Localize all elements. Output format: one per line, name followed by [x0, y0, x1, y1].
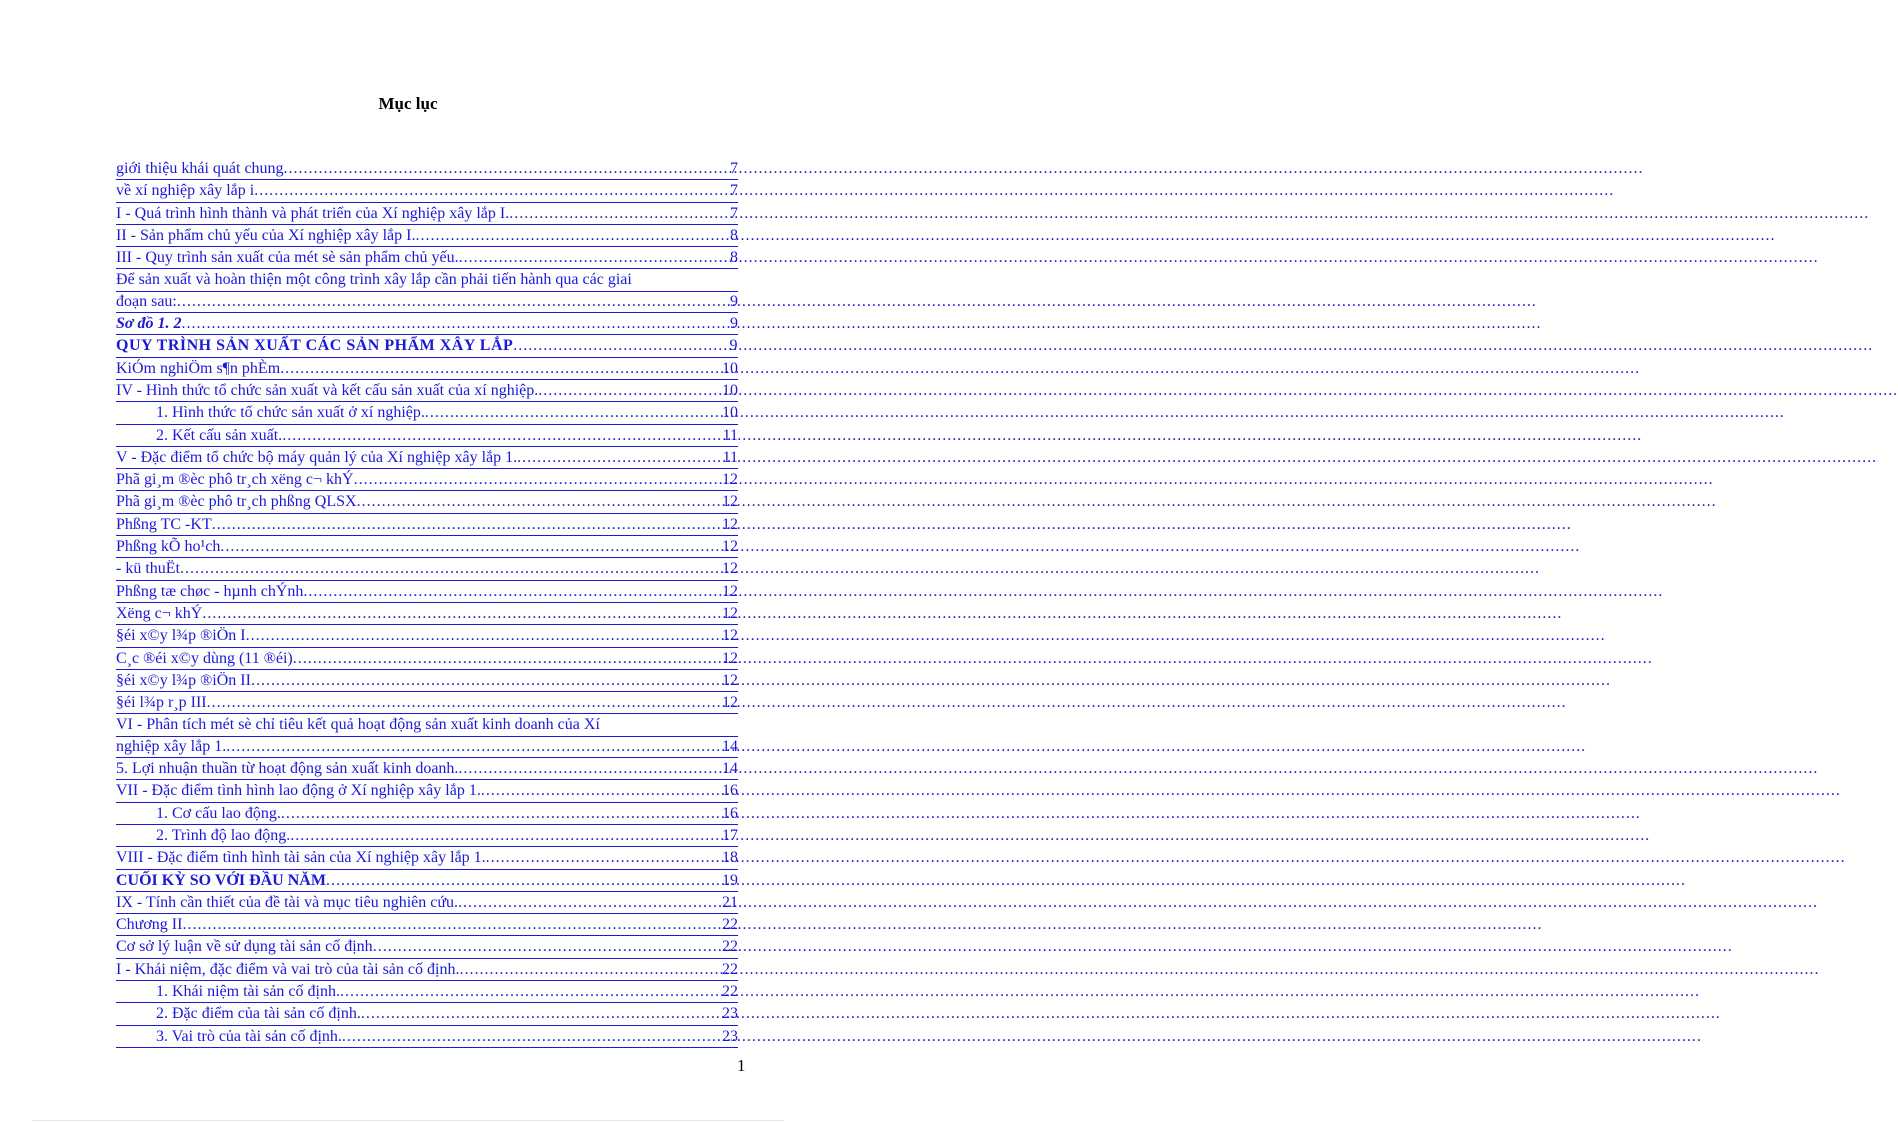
toc-entry-page: 7: [730, 160, 738, 177]
toc-entry-page: 22: [722, 938, 738, 956]
dot-leader: [342, 1026, 721, 1047]
toc-entry-text: 2. Đặc điểm của tài sản cố định.: [156, 1005, 361, 1023]
toc-entry-text: về xí nghiệp xây lắp i: [116, 182, 255, 200]
toc-entry[interactable]: [116, 380, 738, 402]
toc-entry-text: Phßng tæ chøc - hµnh chÝnh: [116, 582, 304, 600]
dot-leader: [220, 536, 721, 557]
toc-entry[interactable]: [116, 491, 738, 513]
toc-entry[interactable]: [116, 158, 738, 180]
dot-leader: [357, 491, 721, 512]
toc-entry-page: 22: [722, 982, 738, 1000]
toc-entry-text: 2. Kết cấu sản xuất.: [156, 426, 283, 444]
toc-entry-page: 10: [722, 404, 738, 422]
toc-entry-page: 17: [722, 826, 738, 844]
dot-leader: [280, 358, 721, 379]
toc-entry-page: 9: [729, 337, 738, 355]
dot-leader: [293, 648, 721, 669]
toc-entry[interactable]: [116, 425, 738, 447]
toc-entry-text: V - Đặc điểm tổ chức bộ máy quản lý của Xí nghiệp xây lắp 1.: [116, 448, 518, 466]
toc-entry-text: Phã gi¸m ®èc phô tr¸ch xëng c¬ khÝ: [116, 471, 354, 489]
toc-entry[interactable]: [116, 648, 738, 670]
toc-entry-page: 23: [722, 1027, 738, 1045]
toc-entry-text: Chương II: [116, 916, 183, 934]
dot-leader: [458, 758, 721, 779]
toc-entry[interactable]: [116, 581, 738, 603]
toc-entry-page: 14: [722, 760, 738, 778]
toc-entry[interactable]: [116, 1003, 738, 1025]
dot-leader: [180, 558, 721, 579]
toc-entry-page: 18: [722, 849, 738, 867]
toc-entry-page: 22: [722, 960, 738, 978]
toc-entry-page: 9: [730, 315, 738, 333]
toc-entry-page: 10: [722, 359, 738, 377]
toc-entry[interactable]: [116, 892, 738, 914]
toc-entry[interactable]: [116, 603, 738, 625]
toc-entry-page: 16: [722, 804, 738, 822]
toc-entry-page: 12: [722, 471, 738, 489]
toc-entry-page: 12: [722, 604, 738, 622]
toc-entry-text: §éi x©y l¾p ®iÖn II: [116, 671, 251, 689]
toc-entry-page: 21: [722, 893, 738, 911]
toc-entry-text: 1. Cơ cấu lao động.: [156, 804, 281, 822]
toc-entry[interactable]: [116, 269, 738, 313]
toc-entry[interactable]: [116, 558, 738, 580]
page-number: 1: [737, 1056, 746, 1075]
page-title: Mục lục: [378, 94, 438, 113]
toc-entry-page: 9: [730, 292, 738, 310]
toc-entry[interactable]: [116, 714, 738, 758]
toc-entry-page: 12: [722, 560, 738, 578]
toc-entry[interactable]: [116, 670, 738, 692]
toc-entry[interactable]: [116, 358, 738, 380]
toc-entry-text: III - Quy trình sản xuất của mét sè sản phẩm chủ yếu.: [116, 249, 459, 267]
toc-entry-text: CUỐI KỲ SO VỚI ĐẦU NĂM: [116, 871, 326, 889]
dot-leader: [415, 225, 729, 246]
dot-leader: [226, 736, 721, 757]
toc-entry-text: QUY TRÌNH SẢN XUẤT CÁC SẢN PHẨM XÂY LẮP: [116, 337, 514, 355]
toc-entry-text: Cơ sở lý luận về sử dụng tài sản cố định: [116, 938, 373, 956]
toc-entry-page: 11: [722, 426, 738, 444]
toc-entry-page: 8: [730, 249, 738, 267]
dot-leader: [509, 203, 729, 224]
toc-entry-text: Xëng c¬ khÝ: [116, 604, 203, 622]
toc-entry-text: 5. Lợi nhuận thuần từ hoạt động sản xuất kinh doanh.: [116, 760, 459, 778]
toc-entry[interactable]: [116, 469, 738, 491]
toc-entry-text: Phßng TC -KT: [116, 515, 212, 533]
toc-entry[interactable]: [116, 1026, 738, 1048]
dot-leader: [177, 291, 729, 312]
toc-entry[interactable]: [116, 780, 738, 802]
dot-leader: [425, 402, 721, 423]
toc-entry-text: Phã gi¸m ®èc phô tr¸ch phßng QLSX: [116, 493, 357, 511]
toc-entry[interactable]: [116, 203, 738, 225]
toc-entry[interactable]: [116, 225, 738, 247]
toc-entry[interactable]: [116, 803, 738, 825]
toc-entry-text: II - Sản phẩm chủ yếu của Xí nghiệp xây lắp I.: [116, 226, 416, 244]
toc-entry-text: Để sản xuất và hoàn thiện một công trình xây lắp cần phải tiến hành qua các giai: [116, 269, 738, 291]
toc-entry-text: KiÓm nghiÖm s¶n phÈm: [116, 359, 281, 377]
toc-entry-text: IX - Tính cần thiết của đề tài và mục tiêu nghiên cứu.: [116, 893, 459, 911]
toc-entry-page: 11: [722, 448, 738, 466]
toc-entry[interactable]: [116, 514, 738, 536]
dot-leader: [517, 447, 721, 468]
dot-leader: [282, 425, 721, 446]
dot-leader: [481, 780, 721, 801]
dot-leader: [303, 581, 721, 602]
toc-entry-text: 1. Hình thức tổ chức sản xuất ở xí nghiệp.: [156, 404, 425, 422]
page-bottom-divider: [32, 1120, 784, 1121]
dot-leader: [361, 1003, 721, 1024]
toc-entry-page: 12: [722, 538, 738, 556]
toc-entry[interactable]: [116, 335, 738, 357]
toc-entry[interactable]: [116, 936, 738, 958]
table-of-contents: [116, 158, 738, 1048]
toc-entry-text: 1. Khái niệm tài sản cố định.: [156, 982, 340, 1000]
dot-leader: [459, 247, 729, 268]
toc-entry-page: 12: [722, 694, 738, 712]
dot-leader: [202, 603, 721, 624]
toc-entry-text: VII - Đặc điểm tình hình lao động ở Xí nghiệp xây lắp 1.: [116, 782, 481, 800]
toc-entry-text: IV - Hình thức tổ chức sản xuất và kết cấu sản xuất của xí nghiệp.: [116, 381, 539, 399]
toc-entry[interactable]: [116, 692, 738, 714]
toc-entry-text: giới thiệu khái quát chung: [116, 160, 284, 177]
toc-entry[interactable]: [116, 447, 738, 469]
toc-entry[interactable]: [116, 247, 738, 269]
dot-leader: [181, 313, 729, 334]
dot-leader: [284, 158, 729, 179]
toc-entry-text: Phßng kÕ ho¹ch: [116, 538, 221, 556]
toc-entry[interactable]: [116, 914, 738, 936]
dot-leader: [459, 959, 721, 980]
toc-entry-text: I - Quá trình hình thành và phát triển của Xí nghiệp xây lắp I.: [116, 204, 510, 222]
dot-leader: [458, 892, 721, 913]
toc-entry-page: 19: [722, 871, 738, 889]
dot-leader: [281, 803, 721, 824]
toc-entry-page: 12: [722, 493, 738, 511]
toc-entry-text: §éi l¾p r¸p III: [116, 694, 207, 712]
toc-entry-page: 10: [722, 381, 738, 399]
toc-entry[interactable]: [116, 536, 738, 558]
toc-entry-page: 16: [722, 782, 738, 800]
dot-leader: [246, 625, 721, 646]
toc-entry-page: 7: [730, 182, 738, 200]
dot-leader: [207, 692, 721, 713]
toc-entry-text-continued: đoạn sau:: [116, 292, 177, 310]
toc-entry[interactable]: [116, 825, 738, 847]
toc-entry[interactable]: [116, 180, 738, 202]
dot-leader: [354, 469, 721, 490]
dot-leader: [212, 514, 721, 535]
toc-entry[interactable]: [116, 981, 738, 1003]
dot-leader: [513, 335, 728, 356]
dot-leader: [326, 870, 721, 891]
dot-leader: [251, 670, 721, 691]
toc-entry-text: C¸c ®éi x©y dùng (11 ®éi): [116, 649, 293, 667]
toc-entry-text: VI - Phân tích mét sè chỉ tiêu kết quả hoạt động sản xuất kinh doanh của Xí: [116, 714, 738, 736]
toc-entry[interactable]: [116, 313, 738, 335]
toc-entry[interactable]: [116, 625, 738, 647]
toc-entry-text: Sơ đồ 1. 2: [116, 315, 182, 333]
dot-leader: [254, 180, 729, 201]
toc-entry-page: 12: [722, 649, 738, 667]
toc-entry-page: 7: [730, 204, 738, 222]
toc-entry[interactable]: [116, 758, 738, 780]
toc-entry-text: I - Khái niệm, đặc điểm và vai trò của tài sản cố định.: [116, 960, 460, 978]
dot-leader: [340, 981, 721, 1002]
toc-entry-page: 23: [722, 1005, 738, 1023]
dot-leader: [182, 914, 721, 935]
toc-entry[interactable]: [116, 870, 738, 892]
toc-entry-page: 14: [722, 737, 738, 755]
toc-entry-page: 12: [722, 671, 738, 689]
toc-entry-page: 12: [722, 582, 738, 600]
toc-entry[interactable]: [116, 402, 738, 424]
toc-entry-page: 12: [722, 515, 738, 533]
toc-entry-text: VIII - Đặc điểm tình hình tài sản của Xí nghiệp xây lắp 1.: [116, 849, 486, 867]
dot-leader: [373, 936, 721, 957]
toc-entry-text: §éi x©y l¾p ®iÖn I: [116, 627, 246, 645]
toc-entry[interactable]: [116, 959, 738, 981]
toc-entry[interactable]: [116, 847, 738, 869]
toc-entry-page: 22: [722, 916, 738, 934]
dot-leader: [290, 825, 721, 846]
toc-entry-text: - kü thuËt: [116, 560, 180, 578]
toc-entry-text: 3. Vai trò của tài sản cố định.: [156, 1027, 342, 1045]
toc-entry-text: 2. Trình độ lao động.: [156, 826, 291, 844]
toc-entry-text-continued: nghiệp xây lắp 1.: [116, 737, 227, 755]
dot-leader: [538, 380, 721, 401]
toc-entry-page: 12: [722, 627, 738, 645]
dot-leader: [486, 847, 721, 868]
toc-entry-page: 8: [730, 226, 738, 244]
